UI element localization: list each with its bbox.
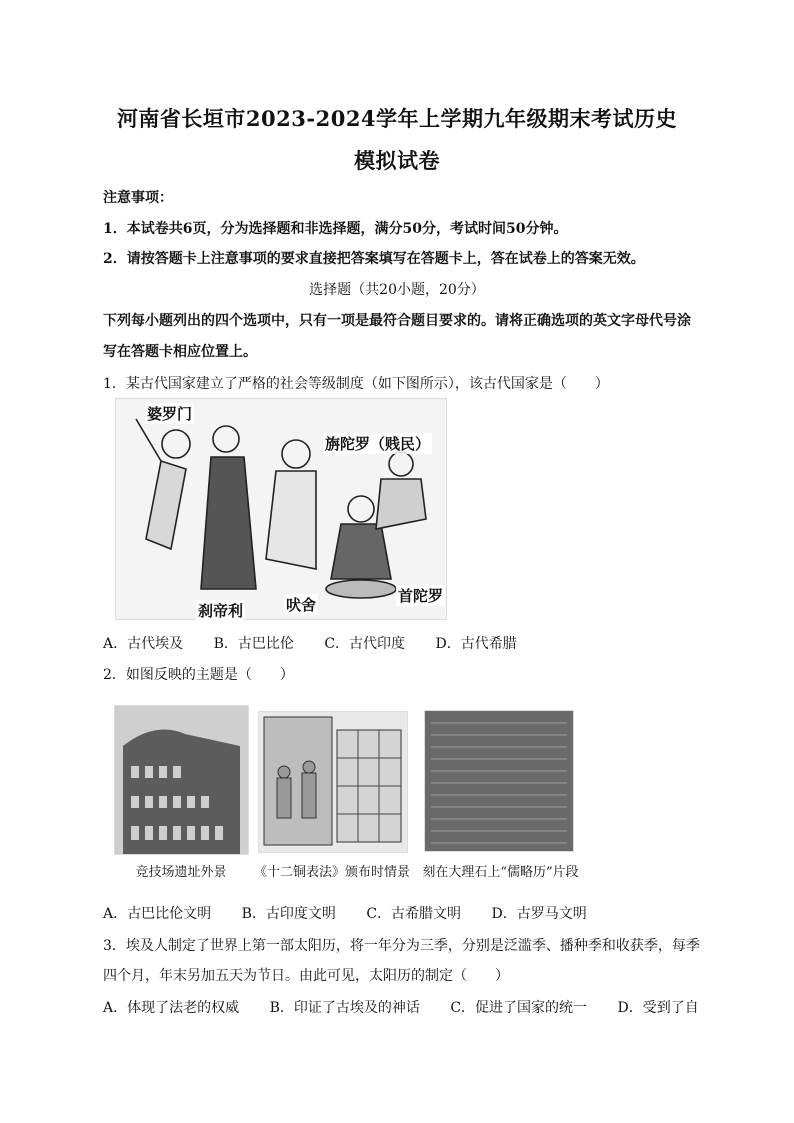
twelve-tables-illustration xyxy=(258,711,408,853)
label-untouchable: 旃陀罗（贱民） xyxy=(325,435,431,453)
caption-colosseum: 竞技场遗址外景 xyxy=(135,865,227,880)
question-3-options xyxy=(103,997,703,1017)
question-2-options xyxy=(103,903,703,923)
option-b: B．古印度文明 xyxy=(241,906,336,922)
section-intro-line1: 下列每小题列出的四个选项中，只有一项是最符合题目要求的。请将正确选项的英文字母代号涂 xyxy=(103,313,691,329)
section-intro-line2: 写在答题卡相应位置上。 xyxy=(103,344,257,360)
option-a: A．体现了法老的权威 xyxy=(103,1000,240,1016)
exam-title: 河南省长垣市2023-2024学年上学期九年级期末考试历史 xyxy=(116,106,678,131)
option-c: C．促进了国家的统一 xyxy=(450,1000,588,1016)
question-3-stem-line1: 3．埃及人制定了世界上第一部太阳历，将一年分为三季，分别是泛滥季、播种季和收获季，每季 xyxy=(103,938,700,954)
colosseum-photo xyxy=(114,705,249,855)
marble-inscription-drawing xyxy=(425,711,573,851)
option-a: A．古巴比伦文明 xyxy=(103,906,212,922)
exam-subtitle: 模拟试卷 xyxy=(354,148,440,173)
twelve-tables-drawing xyxy=(259,712,407,852)
option-d: D．古代希腊 xyxy=(435,636,517,652)
question-1-options xyxy=(103,633,703,653)
caption-julian-calendar: 刻在大理石上“儒略历”片段 xyxy=(422,865,579,880)
section-heading: 选择题（共20小题，20分） xyxy=(309,282,485,298)
notice-item-1: 1．本试卷共6页，分为选择题和非选择题，满分50分，考试时间50分钟。 xyxy=(103,221,568,237)
question-1-stem: 1．某古代国家建立了严格的社会等级制度（如下图所示），该古代国家是（ ） xyxy=(103,376,609,392)
colosseum-drawing xyxy=(115,706,248,854)
option-d: D．受到了自 xyxy=(617,1000,699,1016)
label-kshatriya: 刹帝利 xyxy=(198,602,244,620)
notice-heading: 注意事项： xyxy=(103,190,173,206)
julian-calendar-photo xyxy=(424,710,574,852)
label-brahmin: 婆罗门 xyxy=(147,405,193,423)
question-2-stem: 2．如图反映的主题是（ ） xyxy=(103,667,294,683)
notice-item-2: 2．请按答题卡上注意事项的要求直接把答案填写在答题卡上，答在试卷上的答案无效。 xyxy=(103,251,645,267)
question-3-stem-line2: 四个月，年末另加五天为节日。由此可见，太阳历的制定（ ） xyxy=(103,968,509,984)
option-c: C．古希腊文明 xyxy=(366,906,462,922)
option-d: D．古罗马文明 xyxy=(491,906,587,922)
option-c: C．古代印度 xyxy=(324,636,406,652)
caption-twelve-tables: 《十二铜表法》颁布时情景 xyxy=(253,865,410,880)
option-b: B．印证了古埃及的神话 xyxy=(269,1000,420,1016)
label-vaishya: 吠舍 xyxy=(286,596,317,614)
option-a: A．古代埃及 xyxy=(103,636,184,652)
label-shudra: 首陀罗 xyxy=(398,587,444,605)
option-b: B．古巴比伦 xyxy=(213,636,294,652)
